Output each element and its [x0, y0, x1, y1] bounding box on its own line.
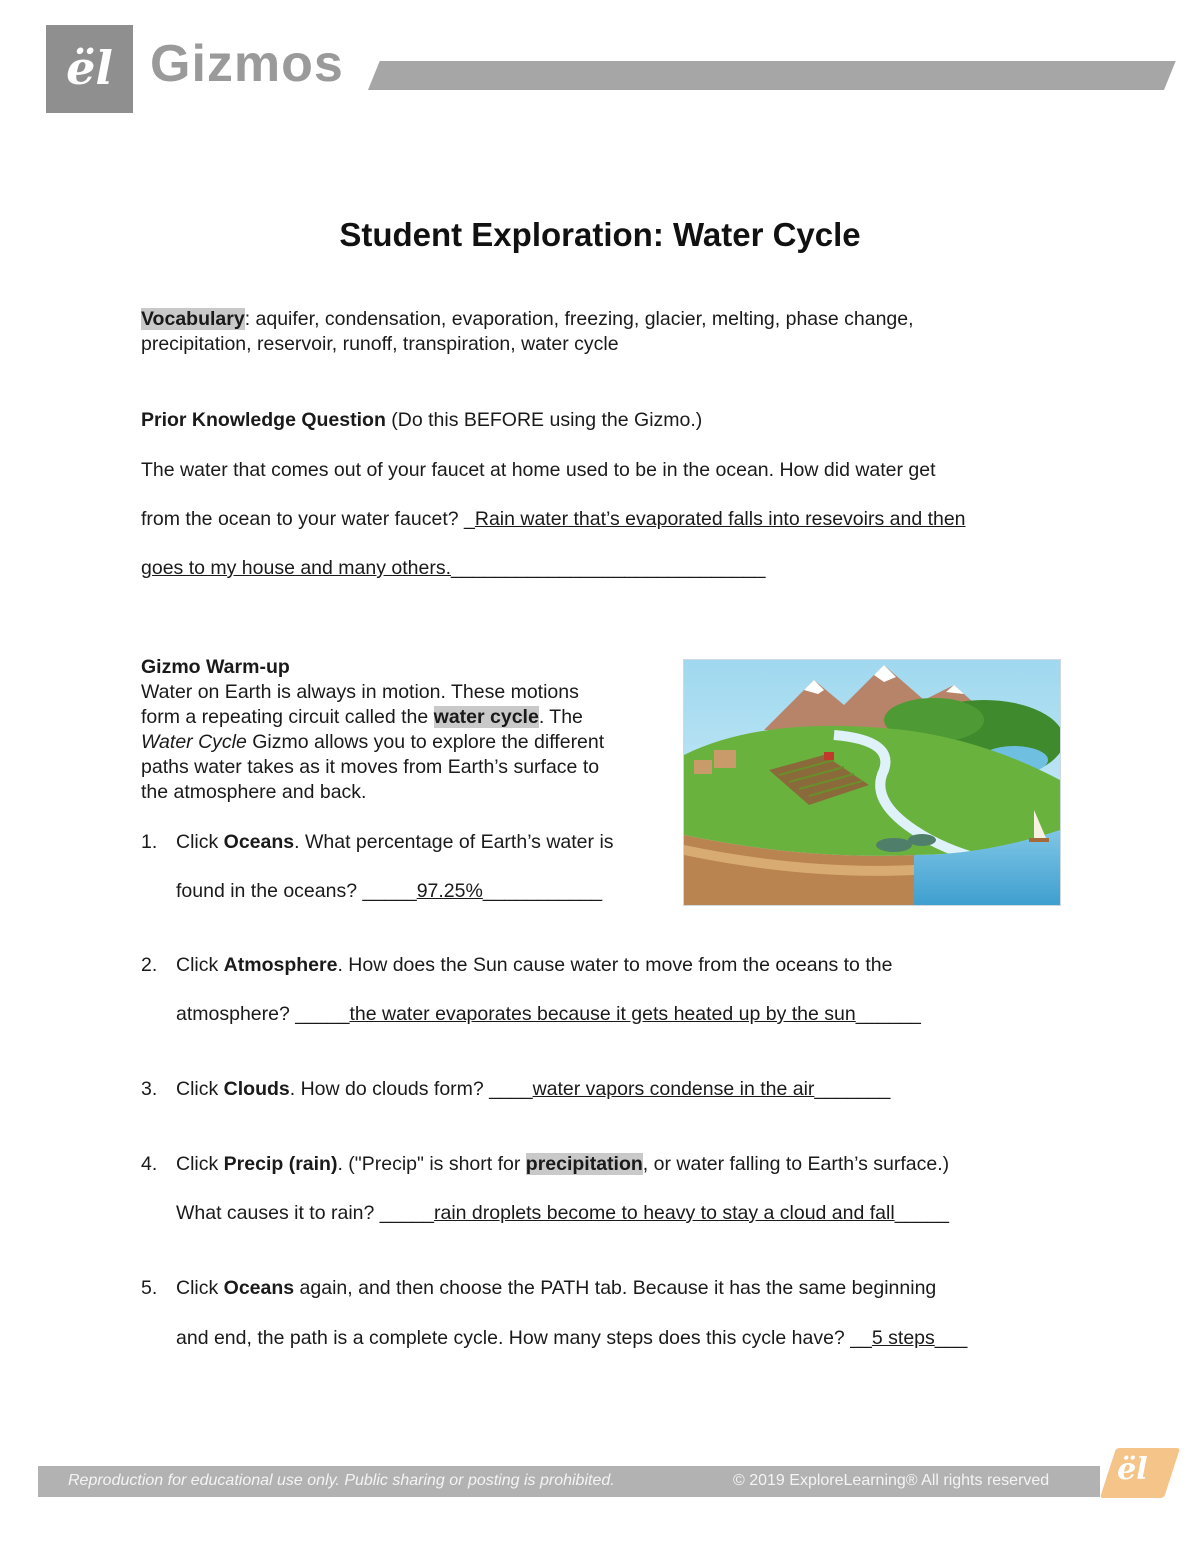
vocabulary-section [141, 307, 1041, 357]
prior-knowledge-prompt: from the ocean to your water faucet? _ [141, 508, 475, 530]
precipitation-term: precipitation [525, 1153, 643, 1175]
footer-copyright: © 2019 ExploreLearning® All rights reserved [733, 1472, 1050, 1489]
logo-mark: ël [66, 41, 113, 95]
question-1 [176, 830, 614, 855]
water-cycle-gizmo-name: Water Cycle [141, 731, 247, 753]
question-number: 4. [141, 1153, 158, 1175]
gizmo-control-name: Oceans [223, 1277, 295, 1299]
explorelearning-badge [1100, 1448, 1180, 1498]
answer-blank: _____ [894, 1202, 949, 1224]
question-2 [176, 953, 892, 978]
prior-knowledge-label: Prior Knowledge Question [141, 409, 386, 431]
water-cycle-illustration [683, 659, 1061, 906]
question-4-answer-line [176, 1201, 949, 1226]
answer-field[interactable]: 97.25% [416, 880, 483, 902]
question-1-answer-line [176, 879, 602, 904]
footer-notice: Reproduction for educational use only. Public sharing or posting is prohibited. [68, 1472, 615, 1489]
warmup-line: the atmosphere and back. [141, 781, 367, 803]
warmup-heading: Gizmo Warm-up [141, 656, 290, 678]
prior-knowledge-note: (Do this BEFORE using the Gizmo.) [385, 409, 703, 431]
prior-knowledge-question: The water that comes out of your faucet at home used to be in the ocean. How did water get [141, 459, 936, 481]
question-text: Click [176, 1277, 224, 1299]
answer-field[interactable]: water vapors condense in the air [532, 1078, 815, 1100]
question-number: 5. [141, 1277, 158, 1299]
question-text: Click [176, 954, 224, 976]
prior-knowledge-answer-cont[interactable]: goes to my house and many others. [141, 557, 452, 579]
warmup-paragraph [141, 680, 661, 805]
question-text: atmosphere? _____ [176, 1003, 350, 1025]
warmup-line: . The [538, 706, 583, 728]
answer-blank: ______ [855, 1003, 921, 1025]
prior-knowledge-line2 [141, 507, 966, 532]
gizmo-control-name: Precip (rain) [223, 1153, 338, 1175]
answer-field[interactable]: 5 steps [871, 1327, 935, 1349]
explorelearning-logo [46, 25, 133, 113]
vocabulary-terms: : aquifer, condensation, evaporation, freezing, glacier, melting, phase change, [244, 308, 914, 330]
question-text: Click [176, 1153, 224, 1175]
prior-knowledge-answer[interactable]: Rain water that’s evaporated falls into resevoirs and then [474, 508, 966, 530]
question-2-answer-line [176, 1002, 921, 1027]
gizmos-brand: Gizmos [150, 35, 344, 93]
answer-blank: ___ [934, 1327, 968, 1349]
warmup-line: Gizmo allows you to explore the different [246, 731, 605, 753]
answer-field[interactable]: rain droplets become to heavy to stay a cloud and fall [434, 1202, 895, 1224]
question-text: . How do clouds form? ____ [289, 1078, 533, 1100]
warmup-line: paths water takes as it moves from Earth’s surface to [141, 756, 600, 778]
question-text: What causes it to rain? _____ [176, 1202, 434, 1224]
question-text: and end, the path is a complete cycle. How many steps does this cycle have? __ [176, 1327, 872, 1349]
question-number: 3. [141, 1078, 158, 1100]
page-title: Student Exploration: Water Cycle [339, 216, 861, 253]
question-text: Click [176, 831, 224, 853]
question-4 [176, 1152, 949, 1177]
gizmo-control-name: Oceans [223, 831, 295, 853]
prior-knowledge-answer-blank: _____________________________ [451, 557, 766, 579]
vocabulary-label: Vocabulary [141, 308, 245, 330]
question-number: 1. [141, 831, 158, 853]
answer-blank: _______ [814, 1078, 891, 1100]
vocabulary-terms-line2: precipitation, reservoir, runoff, transpiration, water cycle [141, 333, 619, 355]
gizmo-control-name: Atmosphere [223, 954, 338, 976]
question-text: . What percentage of Earth’s water is [294, 831, 614, 853]
question-text: Click [176, 1078, 224, 1100]
question-text: found in the oceans? _____ [176, 880, 417, 902]
water-cycle-term: water cycle [433, 706, 539, 728]
prior-knowledge-line3 [141, 556, 766, 581]
warmup-line: Water on Earth is always in motion. These motions [141, 681, 579, 703]
badge-mark: ël [1117, 1452, 1148, 1487]
warmup-line: form a repeating circuit called the [141, 706, 434, 728]
answer-blank: ___________ [482, 880, 603, 902]
gizmo-control-name: Clouds [223, 1078, 290, 1100]
question-text: . How does the Sun cause water to move from the oceans to the [337, 954, 893, 976]
question-5 [176, 1276, 936, 1301]
question-5-answer-line [176, 1326, 967, 1351]
question-3 [176, 1077, 890, 1102]
prior-knowledge-heading [141, 408, 702, 433]
header-bar [368, 61, 1176, 90]
question-text: . ("Precip" is short for [337, 1153, 526, 1175]
question-text: again, and then choose the PATH tab. Because it has the same beginning [294, 1277, 937, 1299]
question-text: , or water falling to Earth’s surface.) [642, 1153, 950, 1175]
answer-field[interactable]: the water evaporates because it gets heated up by the sun [349, 1003, 856, 1025]
question-number: 2. [141, 954, 158, 976]
